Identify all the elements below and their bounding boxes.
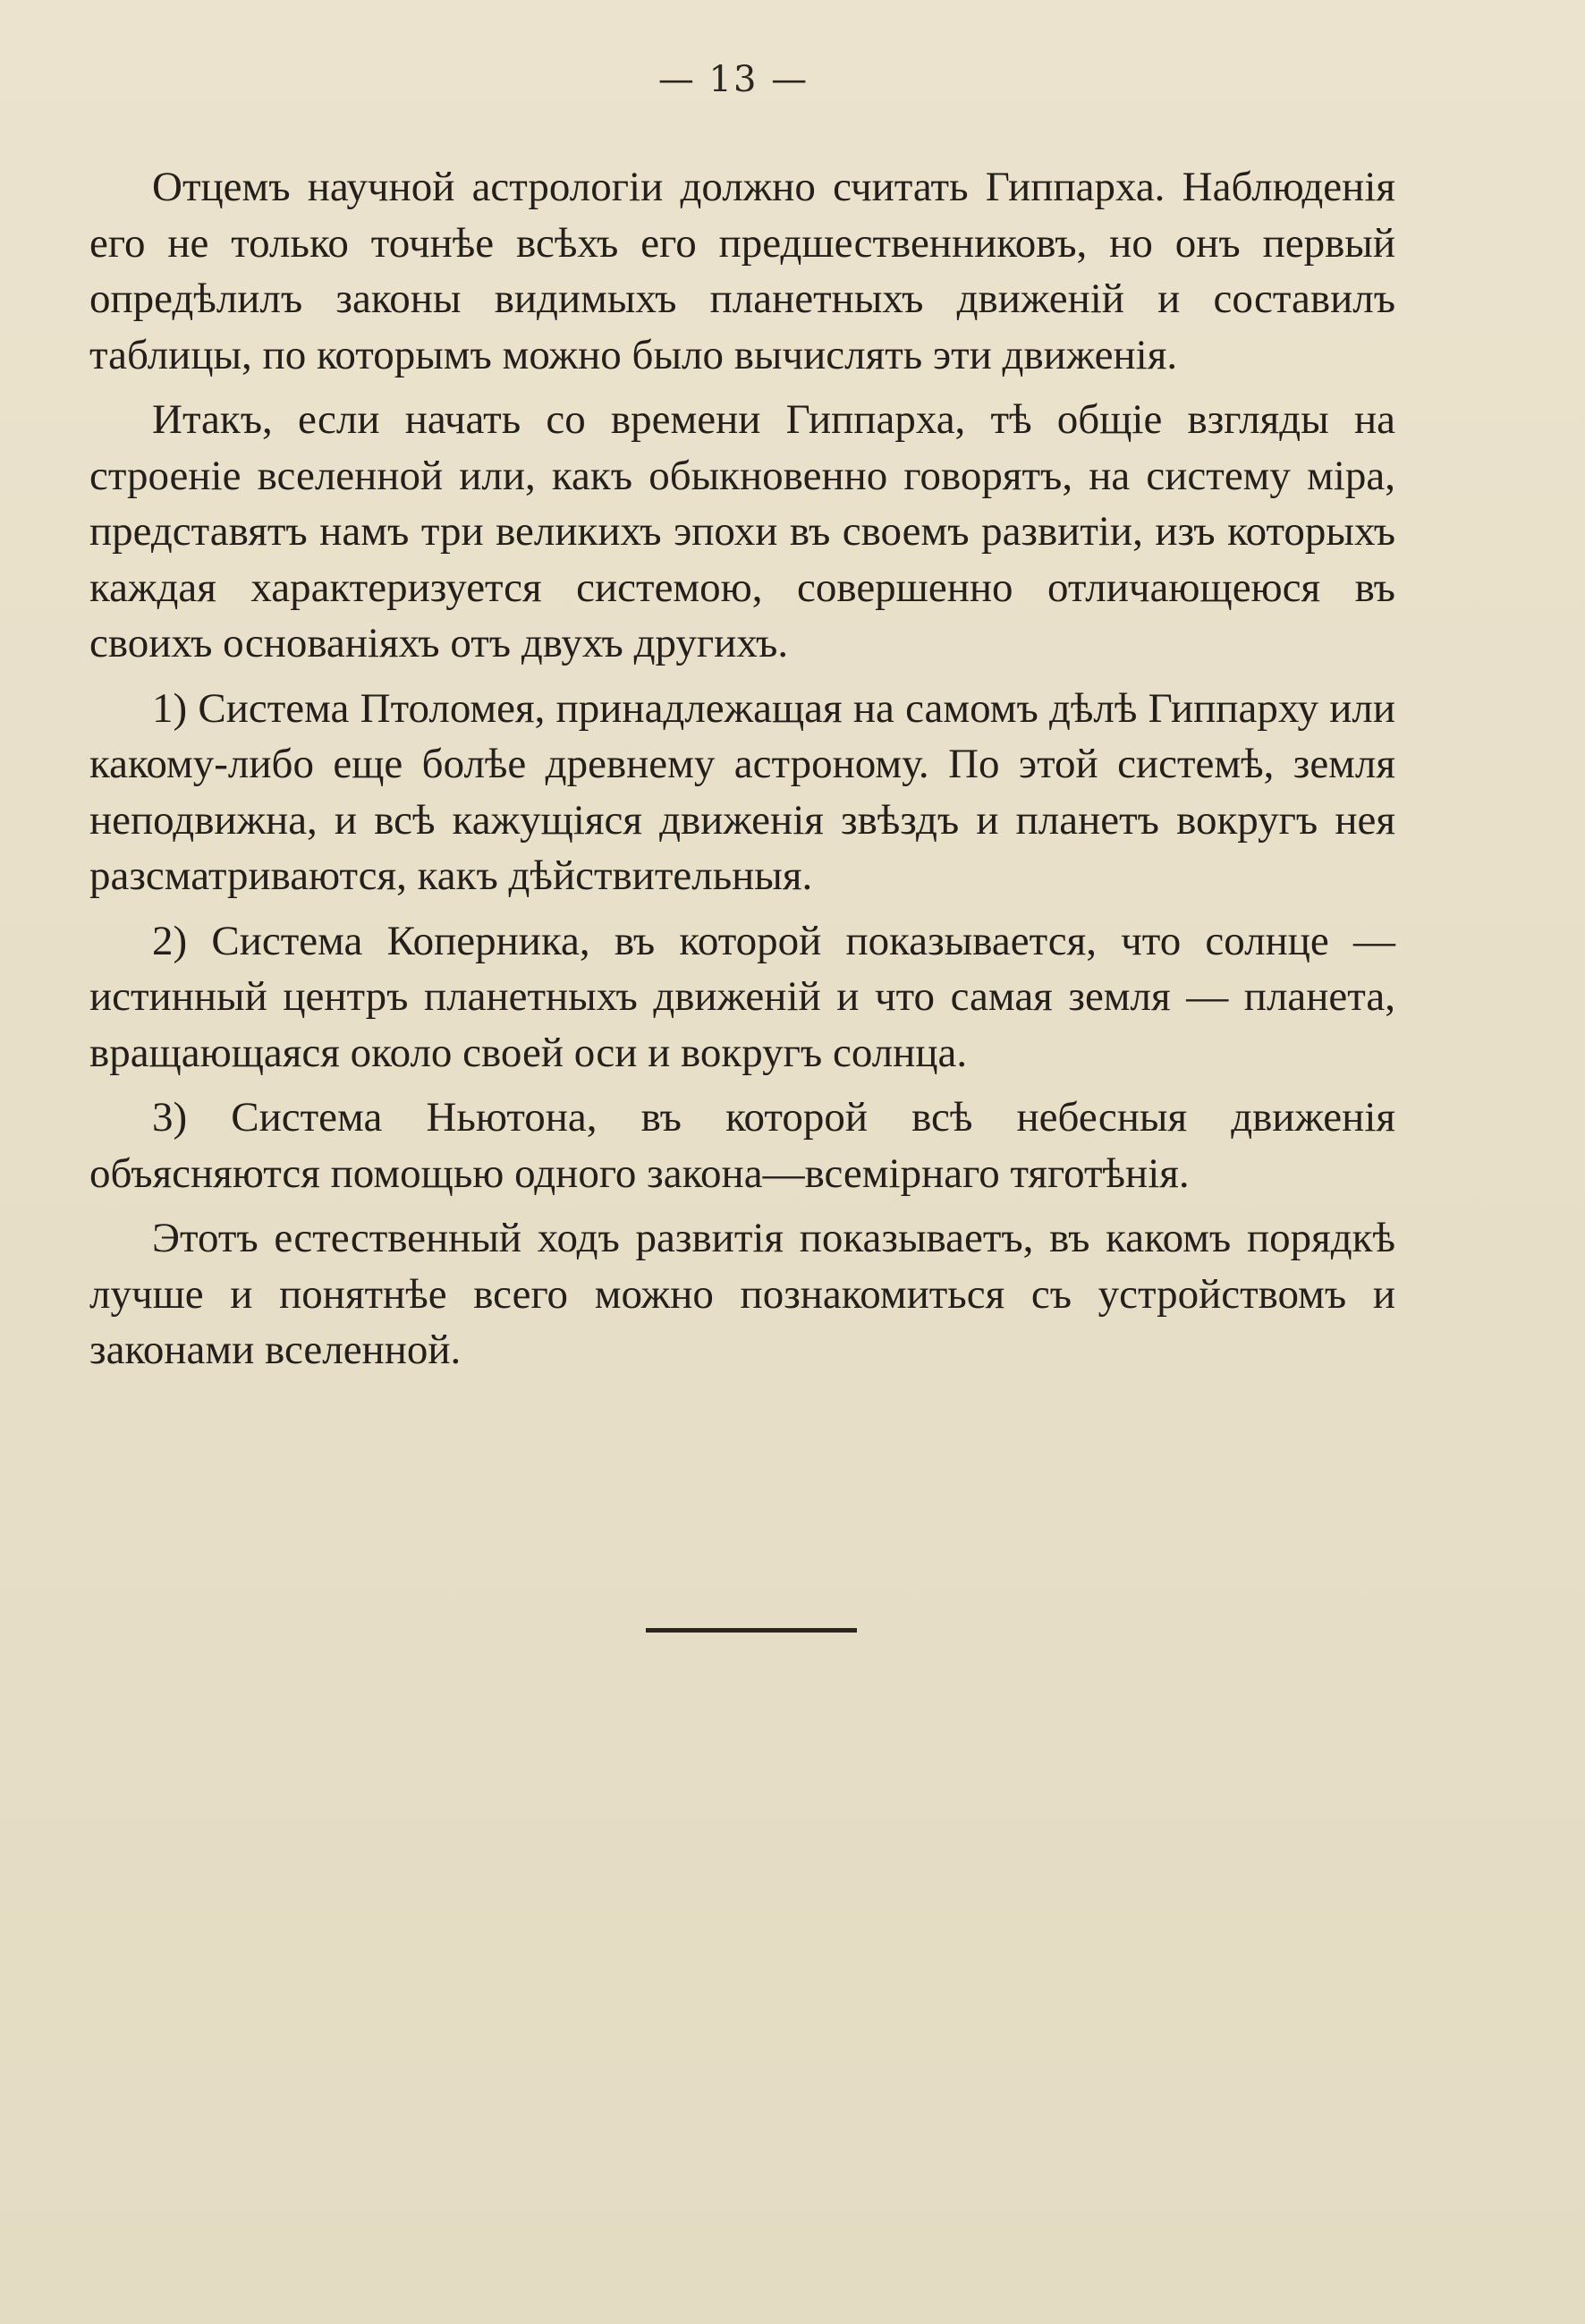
paragraph-copernicus-system: 2) Система Коперника, въ которой показывается, что солнце — истинный центръ планетныхъ движеній и что самая земля — планета, вращающаяся около своей оси и вокругъ солнца. (89, 917, 1395, 1076)
paragraph-ptolemy-system: 1) Система Птоломея, принадлежащая на самомъ дѣлѣ Гиппарху или какому-либо еще болѣе древнему астроному. По этой системѣ, земля неподвижна, и всѣ кажущіяся движенія звѣздъ и планетъ вокругъ нея разсматриваются, какъ дѣйствительныя. (89, 684, 1395, 899)
section-divider-rule (646, 1628, 857, 1633)
paragraph-hipparchus: Отцемъ научной астрологіи должно считать Гиппарха. Наблюденія его не только точнѣе всѣхъ его предшественниковъ, но онъ первый опредѣлилъ законы видимыхъ планетныхъ движеній и составилъ таблицы, по которымъ можно было вычислять эти движенія. (89, 164, 1395, 378)
page-number: — 13 — (657, 59, 809, 100)
body-text (89, 159, 1395, 1387)
paragraph-three-epochs: Итакъ, если начать со времени Гиппарха, тѣ общіе взгляды на строеніе вселенной или, какъ обыкновенно говорятъ, на систему міра, представятъ намъ три великихъ эпохи въ своемъ развитіи, изъ которыхъ каждая характеризуется системою, совершенно отличающеюся въ своихъ основаніяхъ отъ двухъ другихъ. (89, 396, 1395, 666)
paragraph-conclusion: Этотъ естественный ходъ развитія показываетъ, въ какомъ порядкѣ лучше и понятнѣе всего можно познакомиться съ устройствомъ и законами вселенной. (89, 1215, 1395, 1373)
paragraph-newton-system: 3) Система Ньютона, въ которой всѣ небесныя движенія объясняются помощью одного закона—всемірнаго тяготѣнія. (89, 1094, 1395, 1197)
